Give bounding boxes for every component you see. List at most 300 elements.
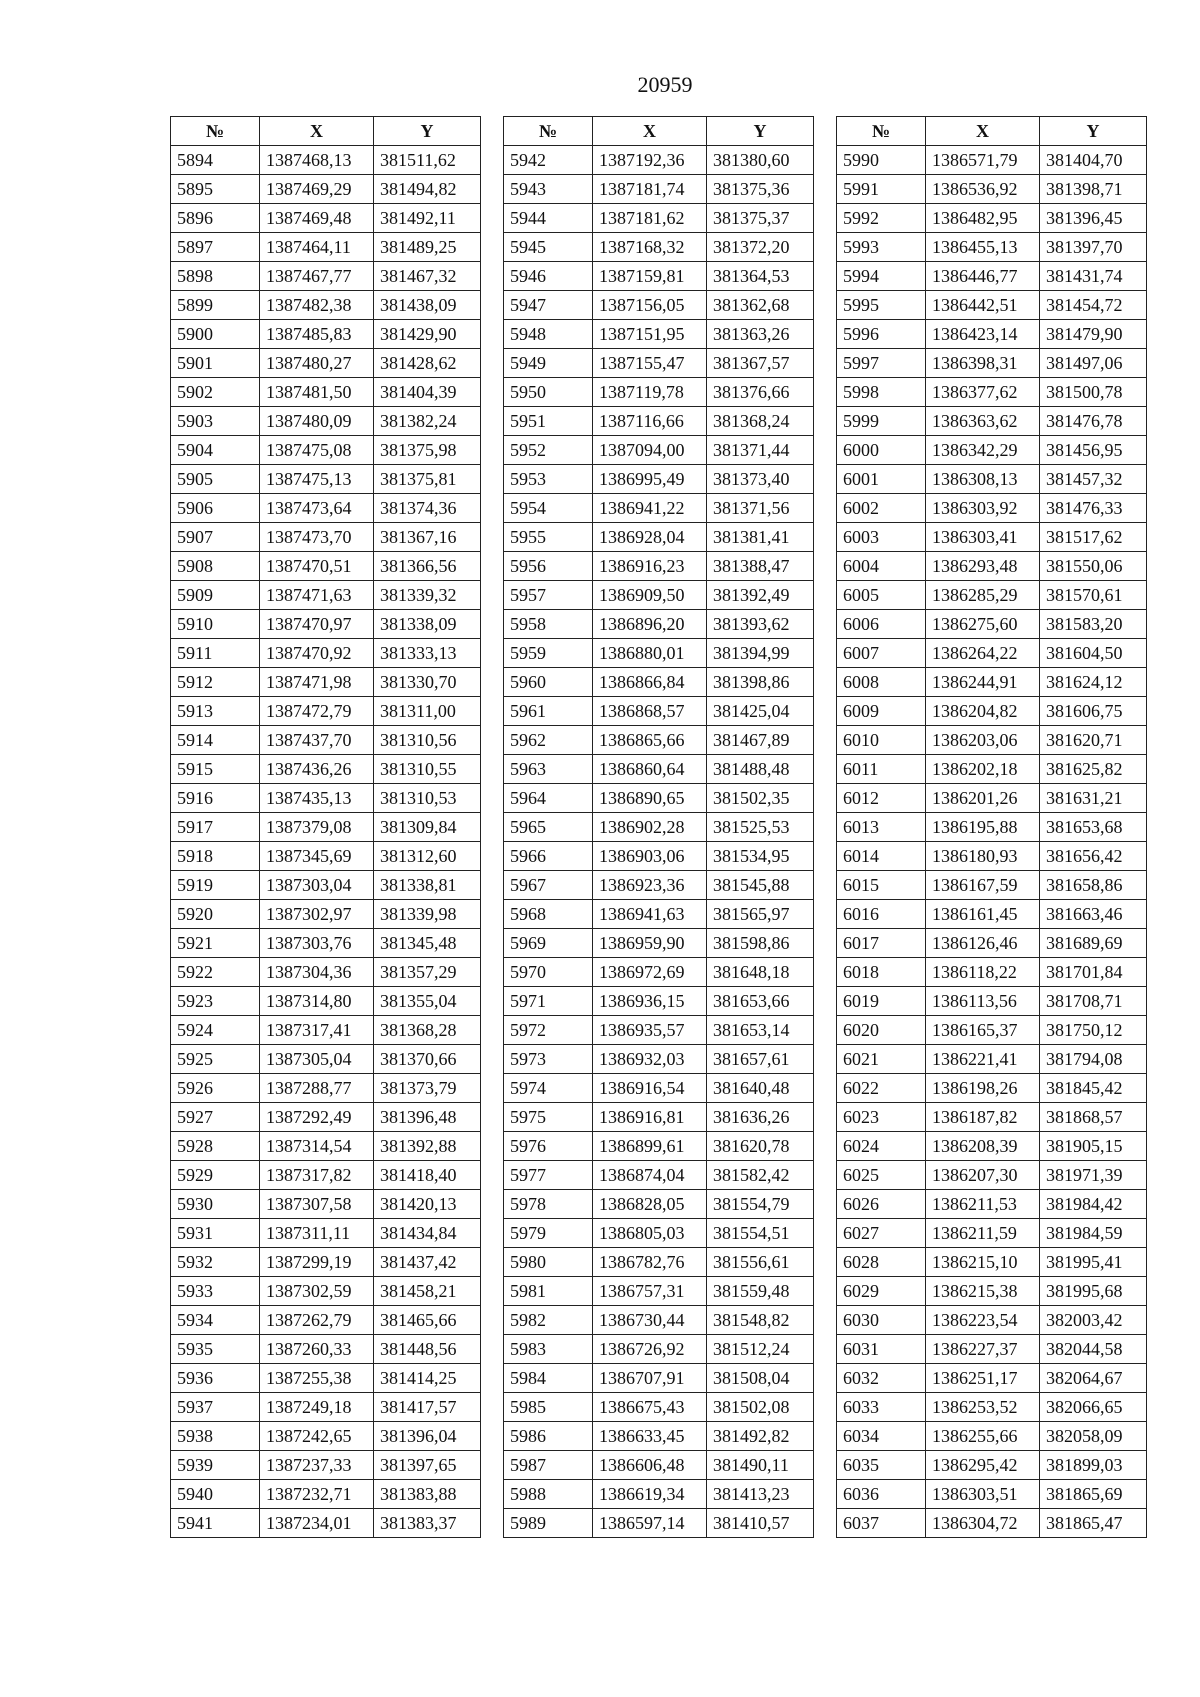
table-row (504, 320, 814, 349)
table-row (837, 784, 1147, 813)
point-number: 5939 (171, 1451, 260, 1480)
point-number: 5999 (837, 407, 926, 436)
y-coordinate: 381583,20 (1040, 610, 1147, 639)
x-coordinate: 1387467,77 (260, 262, 374, 291)
y-coordinate: 381454,72 (1040, 291, 1147, 320)
y-coordinate: 381396,04 (374, 1422, 481, 1451)
point-number: 5895 (171, 175, 260, 204)
y-coordinate: 381865,69 (1040, 1480, 1147, 1509)
point-number: 5985 (504, 1393, 593, 1422)
x-coordinate: 1386398,31 (926, 349, 1040, 378)
table-row (504, 523, 814, 552)
x-coordinate: 1387260,33 (260, 1335, 374, 1364)
table-row (837, 1277, 1147, 1306)
point-number: 5981 (504, 1277, 593, 1306)
point-number: 6018 (837, 958, 926, 987)
point-number: 5896 (171, 204, 260, 233)
table-row (837, 726, 1147, 755)
table-row (171, 958, 481, 987)
point-number: 5980 (504, 1248, 593, 1277)
x-coordinate: 1386896,20 (593, 610, 707, 639)
x-coordinate: 1387469,48 (260, 204, 374, 233)
y-coordinate: 381376,66 (707, 378, 814, 407)
table-row (837, 1219, 1147, 1248)
y-coordinate: 381410,57 (707, 1509, 814, 1538)
page-number: 20959 (637, 72, 693, 97)
y-coordinate: 381971,39 (1040, 1161, 1147, 1190)
y-coordinate: 381382,24 (374, 407, 481, 436)
table-row (171, 1364, 481, 1393)
x-coordinate: 1386726,92 (593, 1335, 707, 1364)
table-row (504, 1306, 814, 1335)
table-row (837, 1480, 1147, 1509)
y-coordinate: 381371,56 (707, 494, 814, 523)
y-coordinate: 381394,99 (707, 639, 814, 668)
y-coordinate: 381465,66 (374, 1306, 481, 1335)
point-number: 5940 (171, 1480, 260, 1509)
table-row (171, 900, 481, 929)
point-number: 5987 (504, 1451, 593, 1480)
x-coordinate: 1386936,15 (593, 987, 707, 1016)
table-row (837, 465, 1147, 494)
point-number: 5945 (504, 233, 593, 262)
y-coordinate: 381392,88 (374, 1132, 481, 1161)
table-row (171, 581, 481, 610)
header-x: X (260, 117, 374, 146)
y-coordinate: 381418,40 (374, 1161, 481, 1190)
point-number: 5908 (171, 552, 260, 581)
x-coordinate: 1387116,66 (593, 407, 707, 436)
y-coordinate: 381658,86 (1040, 871, 1147, 900)
point-number: 6014 (837, 842, 926, 871)
point-number: 5894 (171, 146, 260, 175)
table-header (171, 117, 481, 146)
x-coordinate: 1387305,04 (260, 1045, 374, 1074)
table-row (837, 320, 1147, 349)
x-coordinate: 1386118,22 (926, 958, 1040, 987)
table-row (171, 465, 481, 494)
x-coordinate: 1386198,26 (926, 1074, 1040, 1103)
table-row (837, 233, 1147, 262)
point-number: 6022 (837, 1074, 926, 1103)
point-number: 6034 (837, 1422, 926, 1451)
header-y: Y (707, 117, 814, 146)
point-number: 5931 (171, 1219, 260, 1248)
table-row (837, 552, 1147, 581)
table-row (171, 378, 481, 407)
table-row (504, 1190, 814, 1219)
point-number: 6003 (837, 523, 926, 552)
point-number: 5988 (504, 1480, 593, 1509)
y-coordinate: 381373,79 (374, 1074, 481, 1103)
x-coordinate: 1386874,04 (593, 1161, 707, 1190)
table-row (504, 697, 814, 726)
point-number: 5935 (171, 1335, 260, 1364)
point-number: 5917 (171, 813, 260, 842)
y-coordinate: 381414,25 (374, 1364, 481, 1393)
y-coordinate: 381653,66 (707, 987, 814, 1016)
point-number: 6013 (837, 813, 926, 842)
point-number: 6027 (837, 1219, 926, 1248)
point-number: 6030 (837, 1306, 926, 1335)
point-number: 6015 (837, 871, 926, 900)
y-coordinate: 381397,70 (1040, 233, 1147, 262)
table-row (171, 1219, 481, 1248)
point-number: 5976 (504, 1132, 593, 1161)
y-coordinate: 381368,24 (707, 407, 814, 436)
table-row (171, 1335, 481, 1364)
x-coordinate: 1386211,53 (926, 1190, 1040, 1219)
table-row (837, 1190, 1147, 1219)
x-coordinate: 1387317,41 (260, 1016, 374, 1045)
table-row (171, 987, 481, 1016)
y-coordinate: 381663,46 (1040, 900, 1147, 929)
table-row (837, 378, 1147, 407)
table-row (171, 610, 481, 639)
x-coordinate: 1386757,31 (593, 1277, 707, 1306)
table-row (837, 1451, 1147, 1480)
table-body (504, 146, 814, 1538)
y-coordinate: 381604,50 (1040, 639, 1147, 668)
table-row (504, 1451, 814, 1480)
x-coordinate: 1386203,06 (926, 726, 1040, 755)
header-y: Y (374, 117, 481, 146)
y-coordinate: 382064,67 (1040, 1364, 1147, 1393)
x-coordinate: 1387156,05 (593, 291, 707, 320)
y-coordinate: 381708,71 (1040, 987, 1147, 1016)
table-row (171, 1103, 481, 1132)
y-coordinate: 381375,37 (707, 204, 814, 233)
point-number: 5959 (504, 639, 593, 668)
x-coordinate: 1386303,51 (926, 1480, 1040, 1509)
table-row (504, 1132, 814, 1161)
table-row (171, 813, 481, 842)
table-row (171, 494, 481, 523)
x-coordinate: 1386932,03 (593, 1045, 707, 1074)
point-number: 5992 (837, 204, 926, 233)
point-number: 6031 (837, 1335, 926, 1364)
x-coordinate: 1387159,81 (593, 262, 707, 291)
point-number: 5944 (504, 204, 593, 233)
table-row (504, 813, 814, 842)
y-coordinate: 381392,49 (707, 581, 814, 610)
point-number: 5922 (171, 958, 260, 987)
point-number: 5984 (504, 1364, 593, 1393)
table-row (837, 1422, 1147, 1451)
table-row (504, 1364, 814, 1393)
y-coordinate: 381375,98 (374, 436, 481, 465)
x-coordinate: 1386972,69 (593, 958, 707, 987)
x-coordinate: 1386363,62 (926, 407, 1040, 436)
table-row (504, 1161, 814, 1190)
y-coordinate: 381374,36 (374, 494, 481, 523)
point-number: 6008 (837, 668, 926, 697)
x-coordinate: 1386941,63 (593, 900, 707, 929)
x-coordinate: 1386935,57 (593, 1016, 707, 1045)
y-coordinate: 381398,71 (1040, 175, 1147, 204)
y-coordinate: 381398,86 (707, 668, 814, 697)
x-coordinate: 1386304,72 (926, 1509, 1040, 1538)
x-coordinate: 1386707,91 (593, 1364, 707, 1393)
table-row (837, 1045, 1147, 1074)
table-row (171, 697, 481, 726)
x-coordinate: 1386165,37 (926, 1016, 1040, 1045)
x-coordinate: 1387119,78 (593, 378, 707, 407)
table-row (171, 262, 481, 291)
point-number: 5900 (171, 320, 260, 349)
table-row (171, 871, 481, 900)
point-number: 5957 (504, 581, 593, 610)
table-row (504, 1248, 814, 1277)
point-number: 5983 (504, 1335, 593, 1364)
table-row (504, 755, 814, 784)
x-coordinate: 1386675,43 (593, 1393, 707, 1422)
table-row (837, 436, 1147, 465)
y-coordinate: 381565,97 (707, 900, 814, 929)
point-number: 5974 (504, 1074, 593, 1103)
x-coordinate: 1386442,51 (926, 291, 1040, 320)
point-number: 6011 (837, 755, 926, 784)
y-coordinate: 381345,48 (374, 929, 481, 958)
x-coordinate: 1386221,41 (926, 1045, 1040, 1074)
x-coordinate: 1387303,04 (260, 871, 374, 900)
table-row (837, 900, 1147, 929)
table-body (171, 146, 481, 1538)
point-number: 5904 (171, 436, 260, 465)
point-number: 6024 (837, 1132, 926, 1161)
y-coordinate: 381606,75 (1040, 697, 1147, 726)
table-row (504, 175, 814, 204)
table-row (171, 1161, 481, 1190)
x-coordinate: 1386730,44 (593, 1306, 707, 1335)
y-coordinate: 381434,84 (374, 1219, 481, 1248)
x-coordinate: 1386597,14 (593, 1509, 707, 1538)
x-coordinate: 1386890,65 (593, 784, 707, 813)
x-coordinate: 1386275,60 (926, 610, 1040, 639)
x-coordinate: 1386902,28 (593, 813, 707, 842)
table-row (504, 1277, 814, 1306)
x-coordinate: 1387192,36 (593, 146, 707, 175)
y-coordinate: 381512,24 (707, 1335, 814, 1364)
table-row (504, 1480, 814, 1509)
table-row (171, 204, 481, 233)
x-coordinate: 1386303,92 (926, 494, 1040, 523)
table-row (504, 842, 814, 871)
x-coordinate: 1387481,50 (260, 378, 374, 407)
x-coordinate: 1387232,71 (260, 1480, 374, 1509)
y-coordinate: 381366,56 (374, 552, 481, 581)
table-row (171, 1132, 481, 1161)
point-number: 5928 (171, 1132, 260, 1161)
y-coordinate: 381598,86 (707, 929, 814, 958)
y-coordinate: 381984,42 (1040, 1190, 1147, 1219)
y-coordinate: 381309,84 (374, 813, 481, 842)
table-row (504, 639, 814, 668)
point-number: 5941 (171, 1509, 260, 1538)
point-number: 5965 (504, 813, 593, 842)
table-row (504, 871, 814, 900)
y-coordinate: 381701,84 (1040, 958, 1147, 987)
table-row (504, 233, 814, 262)
table-row (171, 1016, 481, 1045)
x-coordinate: 1387475,08 (260, 436, 374, 465)
y-coordinate: 381372,20 (707, 233, 814, 262)
y-coordinate: 381330,70 (374, 668, 481, 697)
table-row (504, 1393, 814, 1422)
table-row (837, 1016, 1147, 1045)
y-coordinate: 381368,28 (374, 1016, 481, 1045)
table-row (504, 958, 814, 987)
x-coordinate: 1387234,01 (260, 1509, 374, 1538)
table-row (171, 1190, 481, 1219)
point-number: 5946 (504, 262, 593, 291)
point-number: 5938 (171, 1422, 260, 1451)
table-row (837, 639, 1147, 668)
table-row (504, 581, 814, 610)
table-row (504, 494, 814, 523)
table-row (171, 1045, 481, 1074)
table-row (837, 1335, 1147, 1364)
x-coordinate: 1387299,19 (260, 1248, 374, 1277)
x-coordinate: 1386223,54 (926, 1306, 1040, 1335)
table-row (171, 784, 481, 813)
table-row (171, 1451, 481, 1480)
y-coordinate: 381653,14 (707, 1016, 814, 1045)
table-row (171, 1509, 481, 1538)
point-number: 5937 (171, 1393, 260, 1422)
x-coordinate: 1387304,36 (260, 958, 374, 987)
point-number: 6005 (837, 581, 926, 610)
y-coordinate: 381413,23 (707, 1480, 814, 1509)
point-number: 5951 (504, 407, 593, 436)
x-coordinate: 1386201,26 (926, 784, 1040, 813)
x-coordinate: 1387314,80 (260, 987, 374, 1016)
point-number: 6007 (837, 639, 926, 668)
table-row (171, 1248, 481, 1277)
table-header (837, 117, 1147, 146)
point-number: 5955 (504, 523, 593, 552)
table-row (171, 1422, 481, 1451)
y-coordinate: 381550,06 (1040, 552, 1147, 581)
y-coordinate: 381375,36 (707, 175, 814, 204)
x-coordinate: 1386308,13 (926, 465, 1040, 494)
x-coordinate: 1386866,84 (593, 668, 707, 697)
point-number: 5942 (504, 146, 593, 175)
x-coordinate: 1386995,49 (593, 465, 707, 494)
point-number: 5913 (171, 697, 260, 726)
table-row (504, 349, 814, 378)
table-row (837, 1074, 1147, 1103)
point-number: 5925 (171, 1045, 260, 1074)
table-row (171, 929, 481, 958)
table-row (171, 639, 481, 668)
y-coordinate: 381545,88 (707, 871, 814, 900)
point-number: 5920 (171, 900, 260, 929)
point-number: 6017 (837, 929, 926, 958)
point-number: 5986 (504, 1422, 593, 1451)
y-coordinate: 381494,82 (374, 175, 481, 204)
table-row (837, 958, 1147, 987)
point-number: 5975 (504, 1103, 593, 1132)
y-coordinate: 381556,61 (707, 1248, 814, 1277)
x-coordinate: 1386195,88 (926, 813, 1040, 842)
y-coordinate: 381559,48 (707, 1277, 814, 1306)
table-row (171, 291, 481, 320)
x-coordinate: 1387437,70 (260, 726, 374, 755)
point-number: 5991 (837, 175, 926, 204)
x-coordinate: 1386606,48 (593, 1451, 707, 1480)
point-number: 5898 (171, 262, 260, 291)
point-number: 5943 (504, 175, 593, 204)
table-row (504, 610, 814, 639)
header-number: № (504, 117, 593, 146)
point-number: 5903 (171, 407, 260, 436)
point-number: 5997 (837, 349, 926, 378)
point-number: 6035 (837, 1451, 926, 1480)
table-row (504, 146, 814, 175)
table-row (504, 1219, 814, 1248)
y-coordinate: 381845,42 (1040, 1074, 1147, 1103)
table-row (837, 987, 1147, 1016)
point-number: 6001 (837, 465, 926, 494)
y-coordinate: 381364,53 (707, 262, 814, 291)
point-number: 5961 (504, 697, 593, 726)
table-row (837, 668, 1147, 697)
x-coordinate: 1386161,45 (926, 900, 1040, 929)
y-coordinate: 381492,82 (707, 1422, 814, 1451)
table-row (504, 1103, 814, 1132)
y-coordinate: 381367,57 (707, 349, 814, 378)
y-coordinate: 381625,82 (1040, 755, 1147, 784)
y-coordinate: 381479,90 (1040, 320, 1147, 349)
y-coordinate: 381534,95 (707, 842, 814, 871)
table-row (504, 668, 814, 697)
x-coordinate: 1387302,59 (260, 1277, 374, 1306)
table-row (837, 610, 1147, 639)
y-coordinate: 381995,41 (1040, 1248, 1147, 1277)
point-number: 5907 (171, 523, 260, 552)
x-coordinate: 1387469,29 (260, 175, 374, 204)
point-number: 6036 (837, 1480, 926, 1509)
x-coordinate: 1386126,46 (926, 929, 1040, 958)
point-number: 5947 (504, 291, 593, 320)
x-coordinate: 1386805,03 (593, 1219, 707, 1248)
x-coordinate: 1387468,13 (260, 146, 374, 175)
x-coordinate: 1386782,76 (593, 1248, 707, 1277)
y-coordinate: 381492,11 (374, 204, 481, 233)
x-coordinate: 1387482,38 (260, 291, 374, 320)
y-coordinate: 381548,82 (707, 1306, 814, 1335)
x-coordinate: 1386959,90 (593, 929, 707, 958)
y-coordinate: 382058,09 (1040, 1422, 1147, 1451)
x-coordinate: 1387288,77 (260, 1074, 374, 1103)
x-coordinate: 1387262,79 (260, 1306, 374, 1335)
point-number: 5909 (171, 581, 260, 610)
y-coordinate: 381984,59 (1040, 1219, 1147, 1248)
table-row (837, 146, 1147, 175)
x-coordinate: 1387249,18 (260, 1393, 374, 1422)
table-row (504, 929, 814, 958)
x-coordinate: 1387470,97 (260, 610, 374, 639)
point-number: 5936 (171, 1364, 260, 1393)
table-row (837, 523, 1147, 552)
y-coordinate: 381620,78 (707, 1132, 814, 1161)
x-coordinate: 1386571,79 (926, 146, 1040, 175)
x-coordinate: 1386482,95 (926, 204, 1040, 233)
x-coordinate: 1386916,23 (593, 552, 707, 581)
x-coordinate: 1387181,62 (593, 204, 707, 233)
y-coordinate: 381425,04 (707, 697, 814, 726)
